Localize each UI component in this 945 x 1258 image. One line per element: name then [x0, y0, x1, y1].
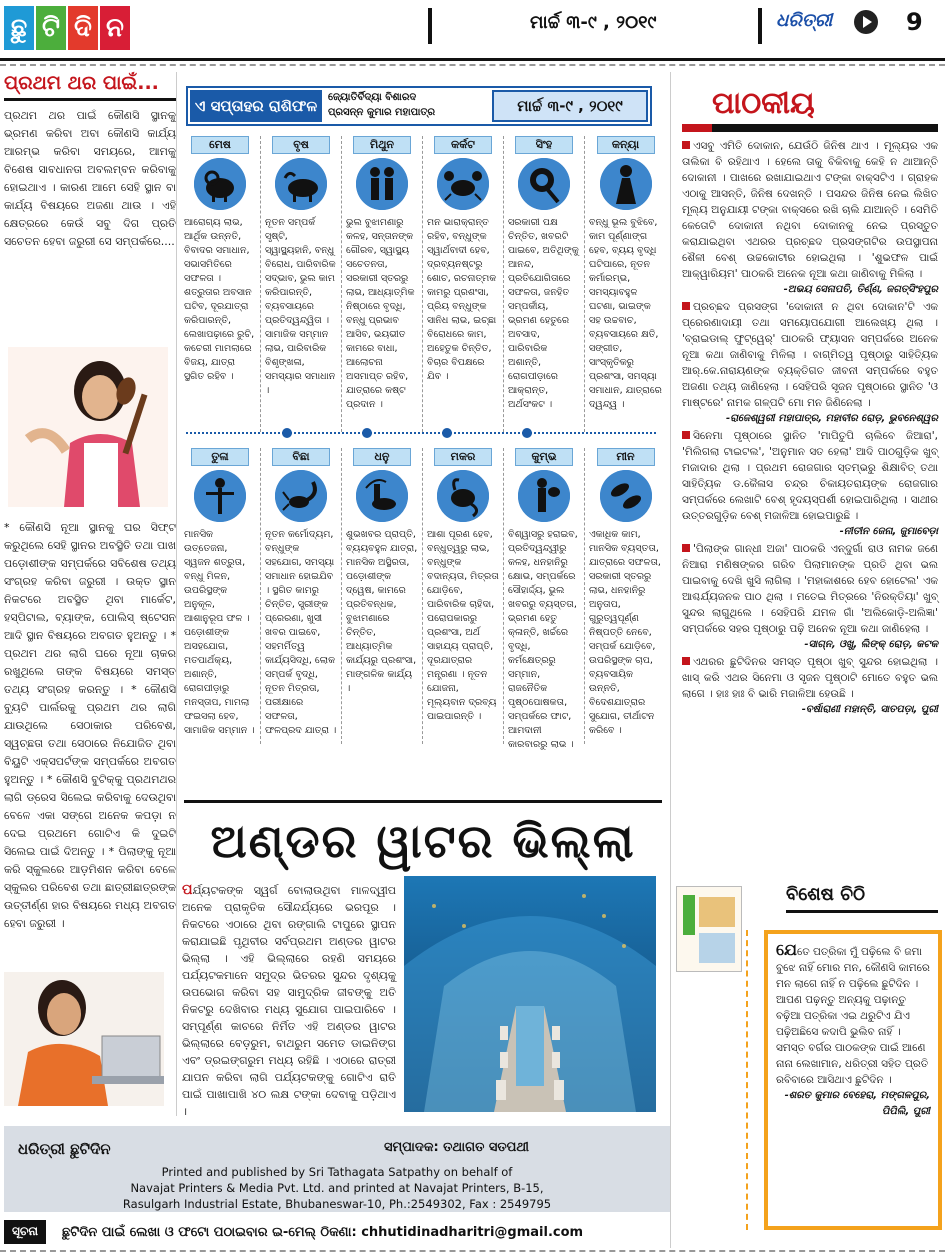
sign-virgo: [585, 136, 666, 432]
special-letter-signature: -ଶରତ କୁମାର ବେହେରା, ମଙ୍ଗଳପୁର, ପିପିଲି, ପୁରୀ: [784, 1090, 930, 1117]
horoscope-date: ମାର୍ଚ୍ଚ ୩-୯ , ୨୦୧୯: [492, 90, 648, 122]
bottom-dashed-rule: [0, 1250, 945, 1252]
author-name: ପ୍ରସନ୍ନ କୁମାର ମହାପାତ୍ର: [328, 107, 436, 118]
sign-forecast: ଭୁଲ ବୁଝାମଣାରୁ କଳହ, ସନ୍ତାନଙ୍କ ଗୌରବ, ସ୍ୱାସ୍ଥ୍ୟ ସଚେତନତା, ସରକାରୀ ସ୍ତରରୁ ଲାଭ, ଆଧ୍ୟାତ୍ମିକ ନିଷ୍ଠାରେ ବୃଦ୍ଧି, ବନ୍ଧୁ ପ୍ରଭାବ ଆସିବ, ଭୟଭୀତ କାମରେ ବାଧା, ଆଲୋଚନା ଅସମାପ୍ତ ରହିବ, ଯାତ୍ରାରେ କଷ୍ଟ ପ୍ରଦାନ ।: [346, 217, 415, 410]
horoscope-dotted-divider: [186, 426, 656, 440]
villa-headline: ଅଣ୍ଡର ୱାଟର ଭିଲ୍ଲା: [184, 800, 662, 876]
special-letter-box: [676, 884, 942, 1244]
header-divider: [428, 8, 432, 44]
readers-column: [682, 84, 938, 938]
sign-name: ମେଷ: [191, 136, 249, 154]
dotted-line: [186, 432, 656, 434]
print-line-3: Rasulgarh Industrial Estate, Bhubaneswar-10, Ph.:2549302, Fax : 2549795: [122, 1197, 552, 1211]
water-bearer-icon: [518, 470, 570, 522]
column-heading: ପ୍ରଥମ ଥର ପାଇଁ...: [4, 72, 159, 94]
header-rule: [0, 58, 945, 61]
sign-forecast: ନୂତନ ସମ୍ପର୍କ ସୃଷ୍ଟି, ସ୍ୱାସ୍ଥ୍ୟହାନି, ବନ୍ଧୁ ବିରୋଧ, ପାରିବାରିକ ସଦ୍‌ଭାବ, ଭୁଲ କାମ କରିପାରନ୍ତି, ବ୍ୟବସାୟରେ ପ୍ରତିଦ୍ୱନ୍ଦ୍ୱିତା । ସାମାଜିକ ସମ୍ମାନ ଲାଭ, ପାରିବାରିକ ବିଶୃଙ୍ଖଳା, ସମସ୍ୟାର ସମାଧାନ ।: [265, 217, 336, 396]
sign-name: ବୃଷ: [272, 136, 330, 154]
letter-signature: -ଅଭୟ ସେନାପତି, ତିର୍ଣ୍ଣ, ଜଗତ୍‌ସିଂହପୁର: [783, 284, 938, 295]
notice-label: ସୂଚନା: [4, 1220, 46, 1244]
page-number: 9: [906, 8, 923, 36]
letter-signature: -ସାଗ୍ନ, ଓଖୁ, ଲିଙ୍କ୍ ରୋଡ଼, କଟକ: [804, 639, 938, 650]
horoscope-title: ଏ ସପ୍ତାହର ରାଶିଫଳ: [190, 90, 322, 122]
underwater-villa-photo: [404, 876, 656, 1112]
bull-icon: [275, 158, 327, 210]
letter-signature: -ବର୍ଷାରାଣୀ ମହାନ୍ତି, ସାତପଡ଼ା, ପୁରୀ: [801, 704, 938, 715]
reader-letter: ସିନେମା ପୃଷ୍ଠାରେ ସ୍ଥାନିତ 'ମାପିତୁପି ଚାଲିବେ ଜିଆରା', 'ମିଲିଗଲା ଟାଇଟଲ', 'ଅନୁମାନ ସତ ହେଲା' ଆଦି ପାଠଗୁଡ଼ିକ ଖୁବ୍ ମଜାଦାର ଥିଲା । ପ୍ରଥମ ରୋଜଗାର ସ୍ତମ୍ଭରୁ ଶିକ୍ଷାବିତ୍ ତଥା ସାହିତ୍ୟିକ ଡ.କୈଳାସ ଚନ୍ଦ୍ର ଚିକାୟତରାୟଙ୍କ ରୋଜଗାର ସମ୍ପର୍କରେ ଲେଖାଟି ବେଶ୍ ହୃଦୟସ୍ପର୍ଶୀ ହୋଇପାରିଥିଲା । ସାଥୀର ଉତ୍ତରଗୁଡ଼ିକ ବେଶ୍ ମଜାଳିଆ ହୋଇପାରୁଛି ।: [682, 430, 938, 522]
sign-forecast: ସରକାରୀ ପକ୍ଷ ଚିନ୍ତିତ, ଖବରଟି ପାଇବେ, ଅତିଥିଙ୍କୁ ଆନନ୍ଦ, ପ୍ରତିଯୋଗିତାରେ ସଫଳତା, ଜନହିତ ସମ୍ପର୍କୀୟ, ଭ୍ରମଣ ହେତୁରେ ଅବସାଦ, ପାରିବାରିକ ଅଶାନ୍ତି, ରୋଗପୀଡ଼ାରେ ଆକ୍ରାନ୍ତ, ଅର୍ଥସଂକଟ ।: [508, 217, 579, 410]
play-icon: [854, 10, 878, 34]
horoscope-banner: [186, 86, 652, 126]
masthead-letter: ନ: [100, 6, 130, 50]
sign-forecast: ବନ୍ଧୁ ଭୂଲ ବୁଝିବେ, କାମ ପୂର୍ଣ୍ଣାଙ୍ଗ ହେବ, ବ୍ୟୟ ବୃଦ୍ଧି ଘଟିପାରେ, ନୂତନ କର୍ମାରମ୍ଭ, ସମସ୍ୟାବହୁଳ ଘଟଣା, ଭାଇଙ୍କ ସହ ଉଚ୍ଚବାଚ, ବ୍ୟବସାୟରେ କ୍ଷତି, ସଙ୍ଗୀତ, ସାଂସ୍କୃତିକରୁ ପ୍ରଶଂସା, ସମସ୍ୟା ସମାଧାନ, ଯାତ୍ରାରେ ଦ୍ୱନ୍ଦ୍ୱ ।: [589, 217, 662, 410]
goat-icon: [437, 470, 489, 522]
scales-icon: [194, 470, 246, 522]
lion-icon: [518, 158, 570, 210]
divider-dot: [442, 428, 452, 438]
drop-cap: ଯେ: [776, 940, 797, 959]
letters-list: [682, 138, 938, 938]
scorpion-icon: [275, 470, 327, 522]
masthead: [4, 6, 130, 50]
column-divider: [176, 72, 177, 1116]
horoscope-author: [328, 90, 484, 120]
column-divider: [670, 72, 671, 1248]
drop-cap: ପ: [182, 882, 193, 898]
horoscope-row: [180, 448, 666, 750]
horoscope-row: [180, 136, 666, 432]
footer-editor: ସମ୍ପାଦକ: ତଥାଗତ ସତପଥୀ: [384, 1140, 529, 1155]
reader-letter: ଏଥରର ଛୁଟିଦିନର ସମସ୍ତ ପୃଷ୍ଠା ଖୁବ୍ ସୁନ୍ଦର ହୋଇଥିଲା । ଖାସ୍ କରି ଏଥର ସିନେମା ଓ ସୃଜନ ପୃଷ୍ଠାଟି ମୋତେ ବହୁତ ଭଲ ଲାଗେ । ହାଃ ହାଃ ବି ଭାରି ମଜାଳିଆ ହେଉଛି ।: [682, 656, 938, 700]
readers-title: ପାଠକୀୟ: [712, 86, 815, 121]
sign-name: ମକର: [434, 448, 492, 466]
divider-dot: [362, 428, 372, 438]
sign-forecast: ମାନସିକ ଉତ୍ତେଜନା, ସ୍ୱଜନ ଶତ୍ରୁତା, ବନ୍ଧୁ ମିଳନ, ଉପରିସ୍ଥଙ୍କ ଅନୁକୂଳ, ଆଶାନୁରୂପ ଫଳ । ପଡ଼ୋଶୀଙ୍କ ଅସହଯୋଗ, ମତପାର୍ଥକ୍ୟ, ଅଶାନ୍ତି, ରୋଗପୀଡ଼ାରୁ ମନସ୍ତାପ, ମାମଲା ଫଇସଲା ହେବ, ସାମାଜିକ ସମ୍ମାନ ।: [184, 529, 255, 736]
notice-text: ଛୁଟିଦିନ ପାଇଁ ଲେଖା ଓ ଫଟୋ ପଠାଇବାର ଇ-ମେଲ୍ ଠିକଣା: chhutidinadharitri@gmail.com: [62, 1224, 584, 1240]
cook-woman-photo: [8, 347, 168, 507]
sign-aquarius: [504, 448, 585, 750]
special-letter-text: ତେ ପତ୍ରିକା ମୁଁ ପଢ଼ିଲେ ବି ଜମା ବୁଝେ ନାହିଁ ମୋର ମନ, କୌଣସି କାମରେ ମନ ଲାଗେ ନାହିଁ ନ ପଢ଼ିଲେ ଛୁଟିଦିନ । ଆପଣ ପଢ଼ନ୍ତୁ ଅନ୍ୟକୁ ପଢ଼ାନ୍ତୁ ବଢ଼ିଆ ପତ୍ରିକା ଏଇ ଥରୁଟିଏ ଯିଏ ପଢ଼ିଅଛିସେ କଦାପି ଭୁଲିବ ନାହିଁ । ସମସ୍ତ ବର୍ଗର ପାଠକଙ୍କ ପାଇଁ ଆଣେ ନାନା ଲେଖାମାନ, ଧରିତ୍ରୀ ସହିତ ପ୍ରତି ରବିବାରେ ଆସିଥାଏ ଛୁଟିଦିନ ।: [776, 946, 930, 1086]
header-divider: [758, 8, 762, 44]
sign-libra: [180, 448, 261, 744]
archer-icon: [356, 470, 408, 522]
bullet-square-icon: [682, 544, 690, 552]
sign-name: ମିଥୁନ: [353, 136, 411, 154]
villa-body: ର୍ଯ୍ୟଟକଙ୍କ ସ୍ୱର୍ଗ ବୋଲାଉଥିବା ମାଳଦ୍ୱୀପ ଅନେକ ପ୍ରାକୃତିକ ସୌନ୍ଦର୍ଯ୍ୟରେ ଭରପୂର । ନିକଟରେ ଏଠାରେ ଥିବା ରଙ୍ଗାଲି ଟାପୁରେ ସ୍ଥାପନ କରାଯାଇଛି ପୃଥିବୀର ସର୍ବପ୍ରଥମ ଅଣ୍ଡର ୱାଟର ଭିଲ୍ଲା । ଏହି ଭିଲ୍ଲାରେ ରହଣି ସମୟରେ ପର୍ଯ୍ୟଟକମାନେ ସମୁଦ୍ର ଭିତରର ସୁନ୍ଦର ଦୃଶ୍ୟକୁ ଉପଭୋଗ କରିବା ସହ ସାମୁଦ୍ରିକ ଜୀବଙ୍କୁ ଅତି ନିକଟରୁ ଦେଖିବାର ମଧ୍ୟ ସୁଯୋଗ ପାଇପାରିବେ । ସମ୍ପୂର୍ଣ୍ଣ କାଚରେ ନିର୍ମିତ ଏହି ଅଣ୍ଡର ୱାଟର ଭିଲ୍ଲାରେ ବେଡ଼ରୁମ, ବାଥରୁମ ସମେତ ଡାଇନିଙ୍ଗ ଏବଂ ଡ୍ରଇଙ୍ଗରୁମ ମଧ୍ୟ ରହିଛି । ଏଠାରେ ରାତ୍ରୀ ଯାପନ କରିବା ଲାଗି ପର୍ଯ୍ୟଟକଙ୍କୁ ଗୋଟିଏ ରାତି ପାଇଁ ପାଖାପାଖି ୪୦ ଲକ୍ଷ ଟଙ୍କା ଦେବାକୁ ପଡ଼ିଥାଏ ।: [182, 884, 396, 1118]
reader-letter: ଏସବୁ ଏମିତି ଦୋକାନ, ଯେଉଁଠି ଜିନିଷ ଥାଏ । ମୂଲ୍ୟର ଏକ ତାଲିକା ବି ରହିଥାଏ । ହେଲେ ତାକୁ ବିକିବାକୁ କେହି ନ ଥାଆନ୍ତି ଦୋକାନୀ । ପାଖରେ ରଖାଯାଇଥାଏ ଟଙ୍କା ବାକ୍ସଟିଏ । ଗ୍ରାହକ ଏଠାକୁ ଆସନ୍ତି, ଜିନିଷ ଦେଖନ୍ତି । ପସନ୍ଦର ଜିନିଷ ନେଇ ଲିଖିତ ମୂଲ୍ୟ ଅନୁଯାୟୀ ଟଙ୍କା ବାକ୍ସରେ ରଖି ଚାଲି ଯାଆନ୍ତି । ସେମିତି କେତୋଟି ଦୋକାନୀ ନଥିବା ଦୋକାନକୁ ନେଇ ପ୍ରସ୍ତୁତ କରାଯାଇଥିବା ଏଥରର ପ୍ରଚ୍ଛଦ ପ୍ରସଙ୍ଗଟିର ଉପସ୍ଥାପନା ଶୈଳୀ ବେଶ୍ ଉଚ୍ଚକୋଟୀର ହୋଇଥିଲା । 'ଶୁଭଫଳ ପାଇଁ ଆକ୍ୱାରିୟମ' ପାଠକରି ଅନେକ ନୂଆ କଥା ଜାଣିବାକୁ ମିଳିଲା ।: [682, 140, 938, 280]
sign-capricorn: [423, 448, 504, 744]
letter-signature: -ରାଜେଶ୍ୱରୀ ମହାପାତ୍ର, ମହାବୀର ରୋଡ଼, ଭୁବନେଶ୍ୱର: [725, 413, 938, 424]
sign-name: ମୀନ: [597, 448, 655, 466]
sign-name: ତୁଳା: [191, 448, 249, 466]
sign-scorpio: [261, 448, 342, 744]
print-line: [4, 1164, 670, 1212]
sign-name: କୁମ୍ଭ: [515, 448, 573, 466]
footer-paper-name: ଧରିତ୍ରୀ ଛୁଟିଦିନ: [18, 1140, 111, 1158]
bullet-square-icon: [682, 302, 690, 310]
reader-letter: 'ପିଲାଙ୍କ ଗାନ୍ଧୀ ଅଜା' ପାଠକରି ଏନ୍‌ଦୁର୍ଗା ରାଓ ନାମକ ଜଣେ ନିଆରା ମଣିଷଙ୍କର ଗରିବ ପିଲାମାନଙ୍କ ପ୍ରତି ଥିବା ଭଲ ପାଇବାକୁ ଦେଖି ଖୁସି ଲାଗିଲା । 'ମହାକାଶରେ ହେବ ହୋଟେଲ' ଏକ ଆଶ୍ଚର୍ଯ୍ୟଜନକ ପାଠ ଥିଲା । ମତେଇ ମିତ୍ରରେ 'ନିରକ୍ତିୟା' ଖୁବ୍ ସୁନ୍ଦର ଲାଗୁଥିଲେ । ସେହିପରି ଯମଳ ଗାଁ 'ଅଲିକୋଡ଼ି-ଅଲିଜ୍ଞା' ସମ୍ପର୍କରେ ସହର ପୃଷ୍ଠାରୁ ପଢ଼ି ଅନେକ ନୂଆ କଥା ଜାଣିହେଲା ।: [682, 543, 938, 635]
readers-rule: [682, 124, 938, 132]
author-title: ଜ୍ୟୋତିର୍ବିଦ୍ୟା ବିଶାରଦ: [328, 92, 417, 103]
masthead-letter: ଛୁ: [4, 6, 34, 50]
divider-dot: [282, 428, 292, 438]
twins-icon: [356, 158, 408, 210]
sign-taurus: [261, 136, 342, 432]
page-header: [0, 0, 945, 58]
notice-bar: [4, 1218, 670, 1246]
print-line-2: Navajat Printers & Media Pvt. Ltd. and printed at Navajat Printers, B-15,: [130, 1181, 544, 1195]
sign-cancer: [423, 136, 504, 432]
magazine-thumbnail: [676, 886, 742, 972]
intro-text: ପ୍ରଥମ ଥର ପାଇଁ କୌଣସି ସ୍ଥାନକୁ ଭ୍ରମଣ କରିବା ଅବା କୌଣସି କାର୍ଯ୍ୟ ଆରମ୍ଭ କରିବା ସମୟରେ, ଆମକୁ ବିଶେଷ ସାବଧାନତା ଅବଲମ୍ବନ କରିବାକୁ ହୋଇଥାଏ । କାରଣ ଆମେ ସେହି ସ୍ଥାନ ବା କାର୍ଯ୍ୟ ବିଷୟରେ ଅଜଣା ଥାଉ । ଏହି କ୍ଷେତ୍ରରେ କେଉଁ ସବୁ ଦିଗ ପ୍ରତି ସଚେତନ ହେବା ଜରୁରୀ ସେ ସମ୍ପର୍କରେ....: [4, 109, 176, 248]
ram-icon: [194, 158, 246, 210]
sign-forecast: ମନ ଭାରାକ୍ରାନ୍ତ ରହିବ, ବନ୍ଧୁଙ୍କ ସ୍ୱାର୍ଥବାଦୀ ହେବ, ଦ୍ରବ୍ୟନଷ୍ଟରୁ ଶୋଚ, ରଚନାତ୍ମକ କାମରୁ ପ୍ରଶଂସା, ପ୍ରିୟ ବନ୍ଧୁଙ୍କ ସାନିଧ ଲାଭ, ଇଚ୍ଛା ବିରୋଧରେ କାମ, ଅହେତୁକ ଚିନ୍ତିତ, ବିଚାର ବିପକ୍ଷରେ ଯିବ ।: [427, 217, 497, 382]
divider-dot: [522, 428, 532, 438]
sign-name: କନ୍ୟା: [597, 136, 655, 154]
issue-date: ମାର୍ଚ୍ଚ ୩-୯ , ୨୦୧୯: [530, 12, 657, 33]
special-letter-title: ବିଶେଷ ଚିଠି: [786, 884, 866, 905]
header-dashed-rule: [0, 64, 945, 66]
maiden-icon: [600, 158, 652, 210]
sign-leo: [504, 136, 585, 432]
special-letter-content: [764, 930, 942, 1230]
sign-forecast: ଏକାଧିକ କାମ, ମାନସିକ ବ୍ୟସ୍ତତା, ଯାତ୍ରାରେ ସଫଳତା, ସରକାରୀ ସ୍ତରରୁ ଲାଭ, ଧନହାନିରୁ ଅନୁତାପ, ଗୁରୁତ୍ୱପୂର୍ଣ୍ଣ ନିଷ୍ପତ୍ତି ନେବେ, ସମ୍ପର୍କ ଯୋଡ଼ିବେ, ଉପରିସ୍ଥଙ୍କ ଚାପ, ବ୍ୟବସାୟିକ ଉନ୍ନତି, ବିଦେଶଯାତ୍ରାର ସୁଯୋଗ, ତୀର୍ଥାଟନ କରିବେ ।: [589, 529, 661, 736]
imprint-footer: [4, 1126, 670, 1212]
special-letter-border: [746, 930, 764, 1230]
masthead-letter: ଦି: [68, 6, 98, 50]
sign-forecast: ନୂତନ କର୍ମୋଦ୍ୟମ, ବନ୍ଧୁଙ୍କ ସହଯୋଗ, ସମସ୍ୟା ସମାଧାନ ହୋଇଯିବ । ସ୍ଥଗିତ କାମରୁ ଚିନ୍ତିତ, ସ୍ତ୍ରୀଙ୍କ ପ୍ରେରଣା, ଖୁସୀ ଖବର ପାଇବେ, ସହମର୍ମିତ୍ୱ କାର୍ଯ୍ୟସିଦ୍ଧି, ଲୋକ ସମ୍ପର୍କ ବୃଦ୍ଧି, ନୂତନ ମିତ୍ରତା, ପରୀକ୍ଷାରେ ସଫଳତା, ଫଳପ୍ରଦ ଯାତ୍ରା ।: [265, 529, 337, 736]
reader-letter: ପ୍ରଚ୍ଛଦ ପ୍ରସଙ୍ଗ 'ଦୋକାନୀ ନ ଥିବା ଦୋକାନ'ଟି ଏକ ପ୍ରେରଣାଦାୟୀ ତଥା ସମୟୋପଯୋଗୀ ଆଲେଖ୍ୟ ଥିଲା । 'ବ୍ରାଇଡାଲ୍ ଫୁଟ୍‌ୱେର୍' ପାଠକରି ଫ୍ୟାସନ ସମ୍ପର୍କରେ ଅନେକ ନୂଆ କଥା ଜାଣିବାକୁ ମିଳିଲା । ବାଗ୍ମିତ୍ୱ ପୃଷ୍ଠାରୁ ସାହିତ୍ୟିକ ଆର୍.କେ.ନାରାୟଣଙ୍କ ବ୍ୟକ୍ତିଗତ ଜୀବନୀ ସମ୍ପର୍କରେ ବହୁତ ଅଜଣା ତଥ୍ୟ ଜାଣିହେଲା । ସେହିପରି ସୃଜନ ପୃଷ୍ଠାରେ ସ୍ଥାନିତ 'ଓ ମାଷ୍ଟରେ' ନାମକ ଗଳ୍ପଟି ମୋ ମନ ଜିଣିନେଲା ।: [682, 301, 938, 409]
sign-pisces: [585, 448, 666, 744]
crab-icon: [437, 158, 489, 210]
paper-logo: ଧରିତ୍ରୀ: [776, 10, 833, 31]
bullet-square-icon: [682, 141, 690, 149]
first-time-column: [4, 72, 176, 1019]
sign-forecast: ବିଶ୍ୱାସରୁ ହରାଇବ, ପ୍ରତିଦ୍ୱନ୍ଦ୍ୱୀରୁ କଳହ, ଧନହାନିରୁ କ୍ଷୋଭ, ସମ୍ପର୍କରେ ସୌହାର୍ଦ୍ଦ୍ୟ, ଭୁଲ ଖବରରୁ ବ୍ୟସ୍ତତା, ଭ୍ରମଣ ହେତୁ କ୍ଳାନ୍ତି, ଖର୍ଚ୍ଚରେ ବୃଦ୍ଧି, କର୍ମକ୍ଷେତ୍ରରୁ ସମ୍ମାନ, ରାଜନୈତିକ ପୃଷ୍ଠପୋଷକତା, ସମ୍ପର୍କରେ ଫାଟ, ଆମଦାନୀ କାରବାରରୁ ଲାଭ ।: [508, 529, 578, 750]
sign-forecast: ଆରୋଗ୍ୟ ଲାଭ, ଆର୍ଥିକ ଉନ୍ନତି, ବିବାଦର ସମାଧାନ, ସଭାସମିତିରେ ସଫଳତା । ଶତ୍ରୁତାର ଅବସାନ ଘଟିବ, ଦୂରଯାତ୍ରା କରିପାରନ୍ତି, ଲେଖାପଢ଼ାରେ ରୁଚି, କଚେରୀ ମାମଲାରେ ବିଜୟ, ଯାତ୍ରା ସ୍ଥଗିତ ରହିବ ।: [184, 217, 255, 382]
tips-text: * କୌଣସି ନୂଆ ସ୍ଥାନକୁ ଘର ସିଫ୍ଟ କରୁଥିଲେ ସେହି ସ୍ଥାନର ଅବସ୍ଥିତି ତଥା ପାଖ ପଡ଼ୋଶୀଙ୍କ ସମ୍ପର୍କରେ ସବିଶେଷ ତଥ୍ୟ ସଂଗ୍ରହ କରିବା ଜରୁରୀ । ଉକ୍ତ ସ୍ଥାନ ନିକଟରେ ଅବସ୍ଥିତ ଥିବା ମାର୍କେଟ, ହସ୍ପିଟାଲ, ବ୍ୟାଙ୍କ, ପୋଲିସ୍ ଷ୍ଟେସନ ଆଦି ସ୍ଥାନ ବିଷୟରେ ଅବଗତ ହୁଅନ୍ତୁ । * ପ୍ରଥମ ଥର ଲାଗି ଘରେ ନୂଆ ଚାକର ରଖୁଥିଲେ ତାଙ୍କ ବିଷୟରେ ସମସ୍ତ ତଥ୍ୟ ସଂଗ୍ରହ କରନ୍ତୁ । * କୌଣସି ବ୍ୟୁଟି ପାର୍ଲରକୁ ପ୍ରଥମ ଥର ଲାଗି ଯାଉଥିଲେ ସେଠାକାର ପରିବେଶ, ସ୍ୱଚ୍ଛତା ତଥା ସେଠାରେ ନିଯୋଜିତ ଥିବା ବିୟୁଟି ଏକ୍ସପର୍ଟଙ୍କ ସମ୍ପର୍କରେ ଅବଗତ ହୁଅନ୍ତୁ । * କୌଣସି ବୁଟିକ୍‌କୁ ପ୍ରଥମଥର ଲାଗି ଡ୍ରେସ ସିଲେଇ କରିବାକୁ ଦେଉଥିବା ବେଳେ ଏକା ସଙ୍ଗେ ଅନେକ କପଡ଼ା ନ ଦେଇ ପ୍ରଥମେ ଗୋଟିଏ କି ଦୁଇଟି ସିଲେଇ ପାଇଁ ଦିଅନ୍ତୁ । * ପିଲାଙ୍କୁ ନୂଆ କରି ସ୍କୁଲରେ ଆଡ଼ମିଶନ କରିବା ବେଳେ ସ୍କୁଲର ପରିବେଶ ତଥା ଛାତ୍ରୀଛାତ୍ରଙ୍କ ଉତ୍ତୀର୍ଣ୍ଣ ହାର ବିଷୟରେ ମଧ୍ୟ ଅବଗତ ହେବା ଜରୁରୀ ।: [4, 521, 176, 930]
masthead-letter: ଟି: [36, 6, 66, 50]
bullet-square-icon: [682, 431, 690, 439]
sign-forecast: ଆଶା ପୂରଣ ହେବ, ବନ୍ଧୁତ୍ୱରୁ ଲାଭ, ବନ୍ଧୁଙ୍କ ବଦାନ୍ୟତା, ମିତ୍ରତା ଯୋଡ଼ିବେ, ପାରିବାରିକ ଚାହିଦା, ପରୋପକାରରୁ ପ୍ରଶଂସା, ଅର୍ଥ ସାହାଯ୍ୟ ପ୍ରାପ୍ତି, ଦୂରଯାତ୍ରାର ମନ୍ତ୍ରଣା । ନୂତନ ଯୋଜନା, ମୂଲ୍ୟବାନ ଦ୍ରବ୍ୟ ପାଇପାରନ୍ତି ।: [427, 529, 499, 722]
sign-forecast: ଶୁଭଖବର ପ୍ରାପ୍ତି, ବ୍ୟୟବହୁଳ ଯାତ୍ରା, ମାନସିକ ଅସ୍ଥିରତା, ପଡ଼ୋଶୀଙ୍କ ଦ୍ୱେଷ, କାମରେ ପ୍ରତିବନ୍ଧକ, ବୁଝାମଣାରେ ଚିନ୍ତିତ, ଆଧ୍ୟାତ୍ମିକ କାର୍ଯ୍ୟରୁ ପ୍ରଶଂସା, ମାଙ୍ଗଳିକ କାର୍ଯ୍ୟ ।: [346, 529, 418, 694]
sign-name: ବିଛା: [272, 448, 330, 466]
print-line-1: Printed and published by Sri Tathagata Satpathy on behalf of: [161, 1165, 513, 1179]
villa-article: [182, 882, 396, 1118]
sign-aries: [180, 136, 261, 432]
fish-icon: [600, 470, 652, 522]
sign-name: ଧନୁ: [353, 448, 411, 466]
laptop-woman-photo: [4, 972, 164, 1106]
sign-name: କର୍କଟ: [434, 136, 492, 154]
letter-signature: -ନୀତୀନ ଜେନା, ଜୁମାବେଡ଼ା: [839, 526, 938, 537]
bullet-square-icon: [682, 657, 690, 665]
sign-name: ସିଂହ: [515, 136, 573, 154]
sign-sagittarius: [342, 448, 423, 744]
sign-gemini: [342, 136, 423, 432]
heading-rule: [4, 98, 176, 101]
special-letter-rule: [786, 910, 938, 913]
